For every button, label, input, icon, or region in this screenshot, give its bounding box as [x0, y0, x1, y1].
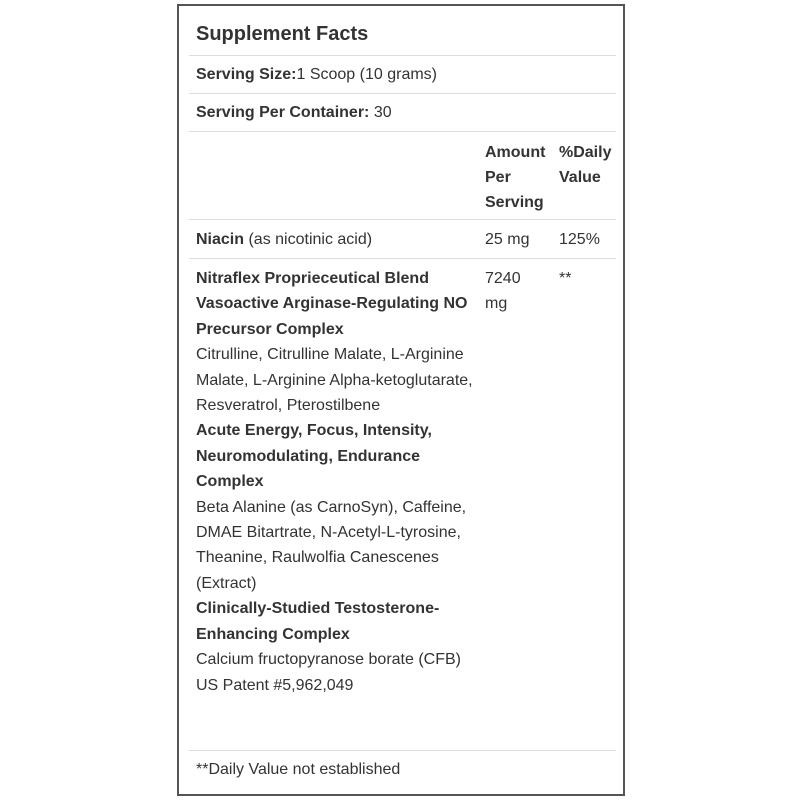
blend-name: Nitraflex Proprieceutical Blend	[196, 270, 429, 287]
panel-title: Supplement Facts	[189, 6, 616, 56]
footnote: **Daily Value not established	[196, 761, 401, 778]
niacin-name-cell	[196, 220, 372, 259]
amount-header-line-1: Amount	[485, 144, 546, 161]
niacin-amount: 25 mg	[485, 231, 530, 248]
blend-daily-value: **	[559, 270, 572, 287]
niacin-row	[189, 220, 616, 259]
dv-header-line-1: %Daily	[559, 144, 612, 161]
blend-amount-unit: mg	[485, 295, 508, 313]
serving-size-row	[189, 56, 616, 94]
supplement-facts-panel	[177, 4, 625, 796]
niacin-note: (as nicotinic acid)	[248, 231, 373, 248]
niacin-name: Niacin	[196, 231, 245, 248]
amount-per-serving-header	[485, 140, 555, 215]
complex-1-ingredients: Citrulline, Citrulline Malate, L-Arginine Malate, L-Arginine Alpha-ketoglutarate, Resveratrol, Pterostilbene	[196, 346, 473, 415]
complex-2-title: Acute Energy, Focus, Intensity, Neuromodulating, Endurance Complex	[196, 422, 432, 491]
blend-row	[189, 259, 616, 751]
niacin-daily-value: 125%	[559, 231, 600, 248]
blend-amount	[485, 266, 553, 317]
daily-value-header	[559, 140, 619, 190]
blend-amount-value: 7240	[485, 270, 521, 287]
complex-3-title: Clinically-Studied Testosterone-Enhancing Complex	[196, 600, 440, 643]
supplement-facts-table	[189, 6, 616, 789]
blend-description	[196, 266, 478, 698]
amount-header-line-3: Serving	[485, 194, 544, 211]
servings-per-container-label: Serving Per Container:	[196, 104, 370, 121]
amount-header-line-2: Per	[485, 169, 511, 186]
servings-per-container-row	[189, 94, 616, 132]
complex-2-ingredients: Beta Alanine (as CarnoSyn), Caffeine, DMAE Bitartrate, N-Acetyl-L-tyrosine,	[196, 498, 467, 542]
column-header-row	[189, 132, 616, 220]
serving-size-label: Serving Size:	[196, 66, 297, 83]
dv-header-line-2: Value	[559, 169, 601, 186]
complex-2-ingredients-cont: Theanine, Raulwolfia Canescenes (Extract)	[196, 549, 439, 592]
complex-3-ingredients: Calcium fructopyranose borate (CFB) US Patent #5,962,049	[196, 651, 461, 694]
serving-size-value: 1 Scoop (10 grams)	[296, 66, 437, 83]
complex-1-title: Vasoactive Arginase-Regulating NO Precursor Complex	[196, 295, 468, 338]
servings-per-container-value: 30	[373, 104, 392, 121]
